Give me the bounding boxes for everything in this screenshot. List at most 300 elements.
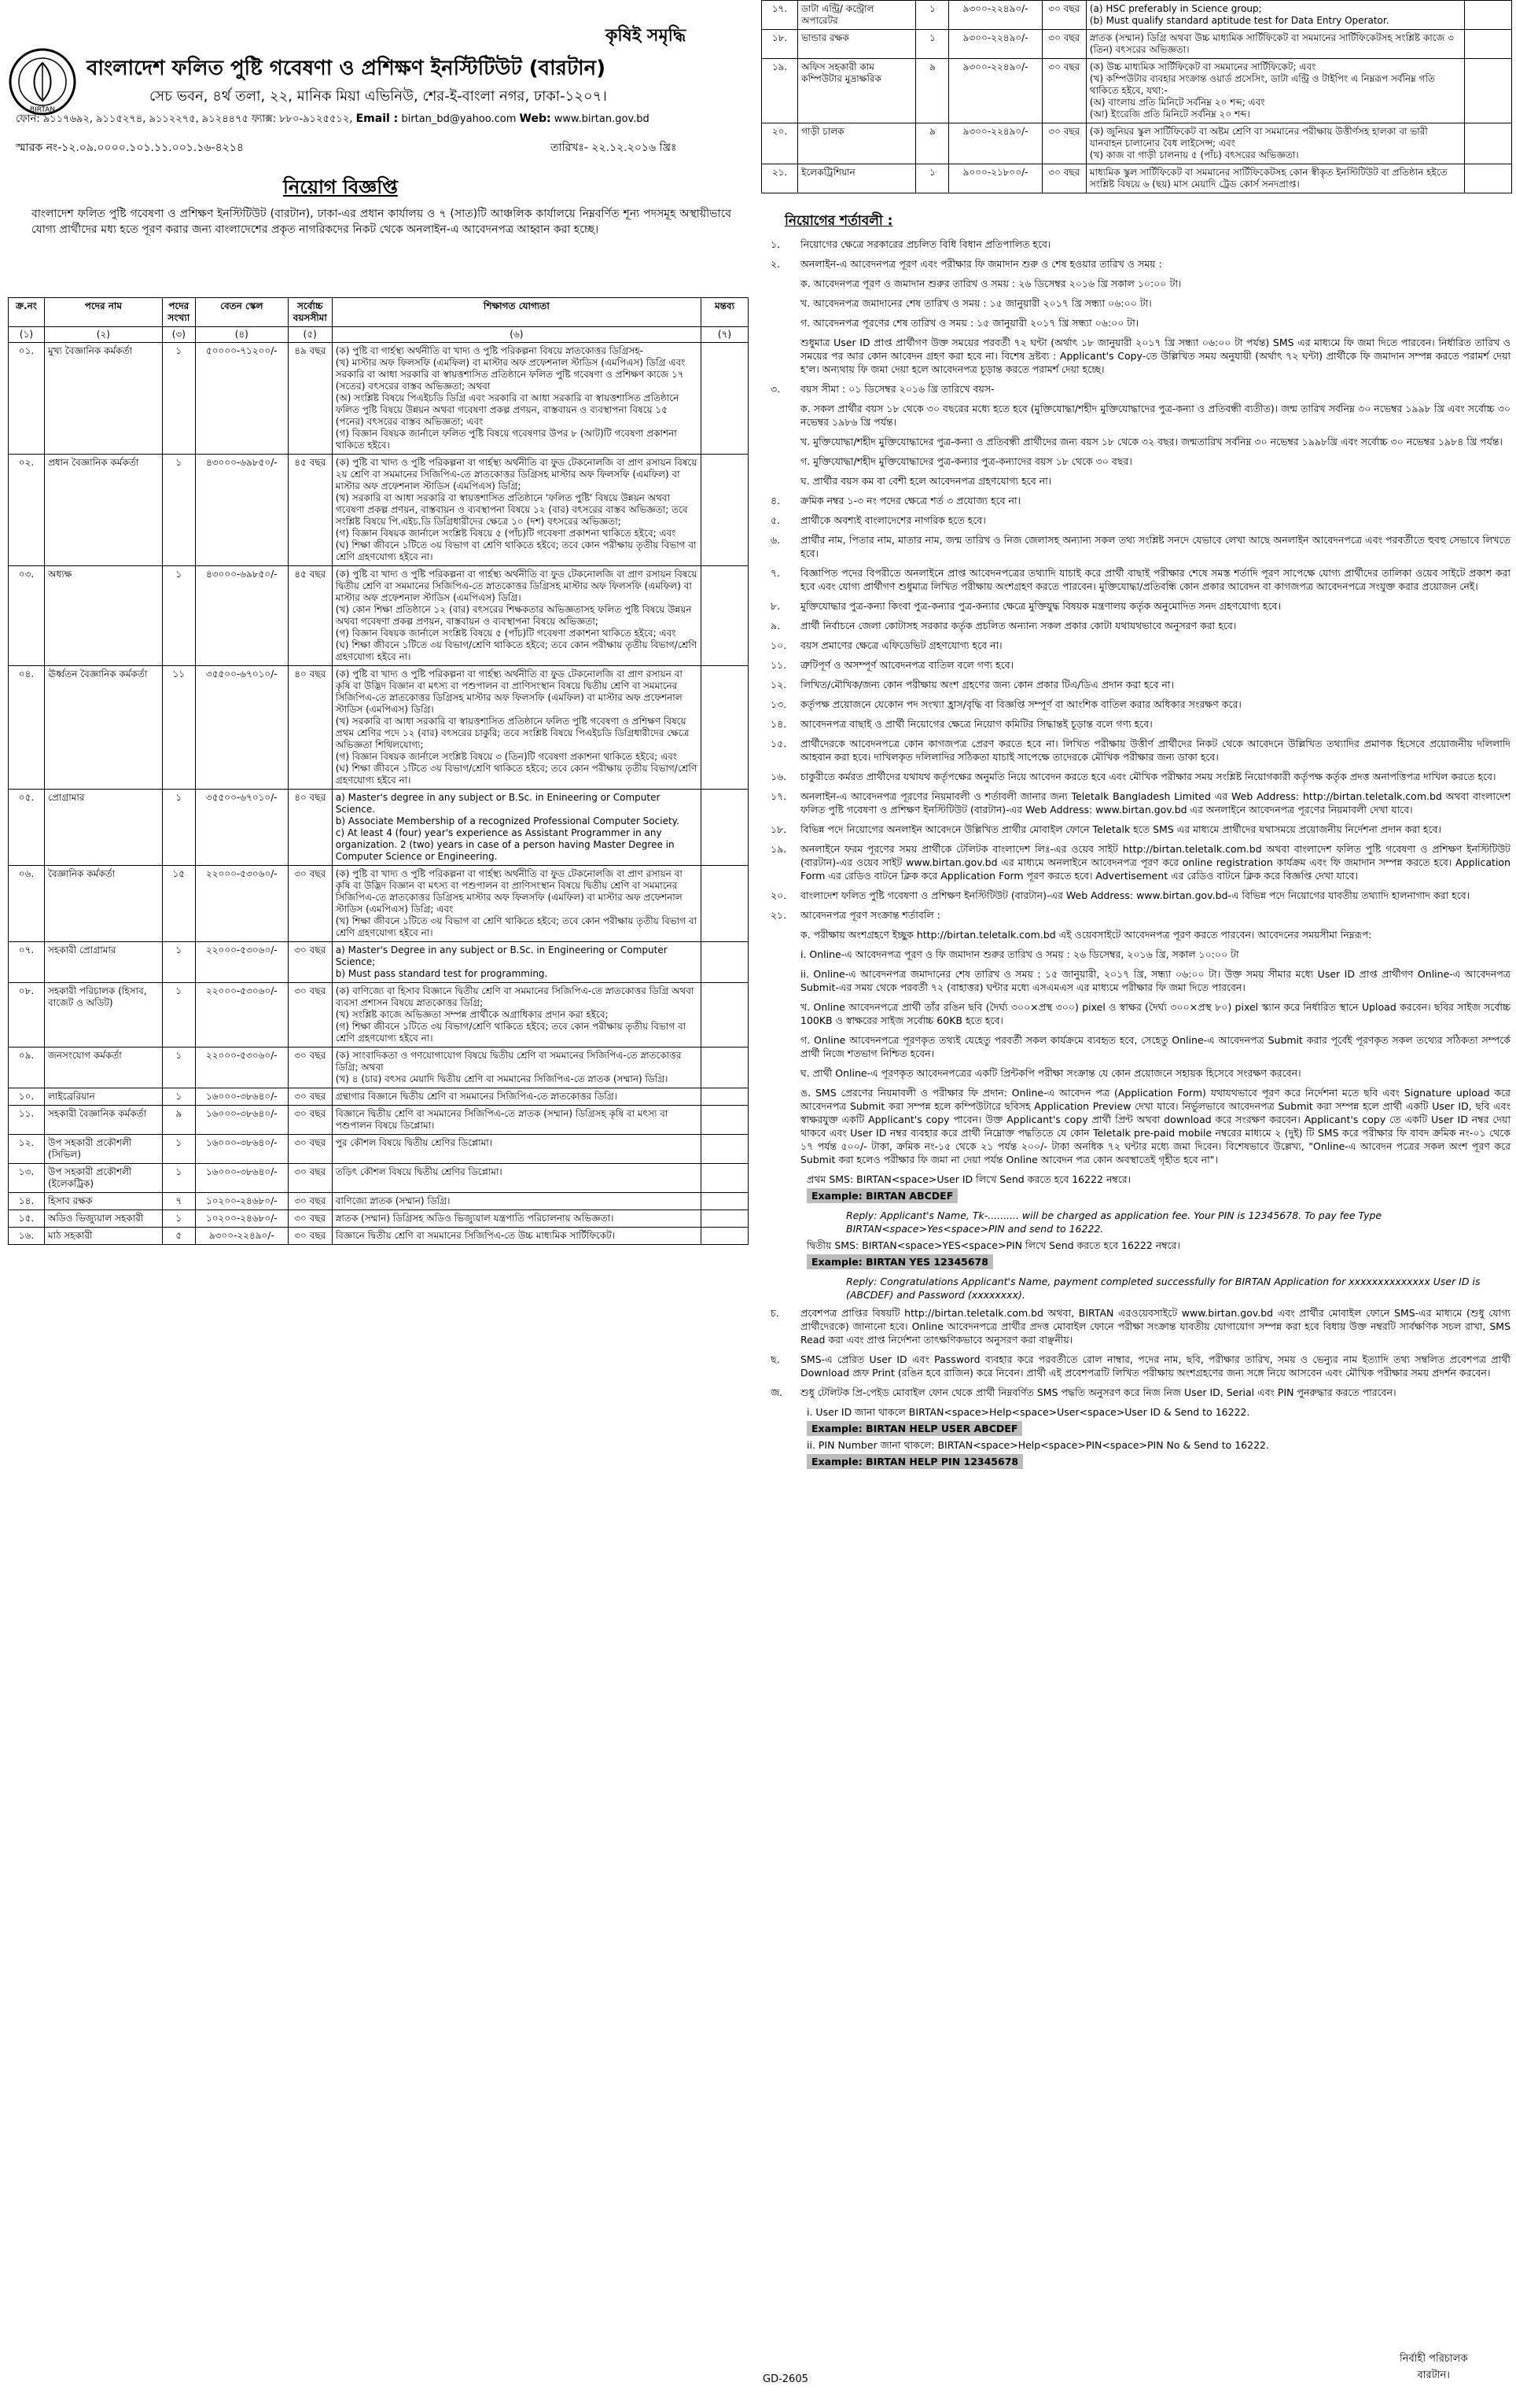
post-serial: ০৪. [9, 666, 45, 790]
logo-text: BIRTAN [29, 106, 56, 114]
post-name: হিসাব রক্ষক [44, 1193, 162, 1210]
post-pay-scale: ৯৩০০-২২৪৯০/- [195, 1228, 288, 1245]
condition-item [767, 382, 1510, 396]
condition-text: প্রবেশপত্র প্রাপ্তির বিষয়টি http://birtan.teletalk.com.bd অথবা, BIRTAN এরওয়েবসাইটে www.birtan.gov.bd এবং প্রার্থীর মোবাইল ফোনে SMS-এর মাধ্যমে (শুধু যোগ্য প্রার্থীদেরকে) জানানো হবে। Online আবেদনপত্রে প্রার্থীর প্রদত্ত মোবাইল ফোনে পরীক্ষা সংক্রান্ত যাবতীয় যোগাযোগ সম্পন্ন করা হবে বিধায় উক্ত নম্বরটি সার্বক্ষণিক সচল রাখা, SMS Read করা এবং প্রাপ্ত নির্দেশনা তাৎক্ষণিকভাবে অনুসরণ করা বাঞ্ছনীয়। [800, 1307, 1510, 1346]
signature-block [1400, 2351, 1467, 2384]
condition-text: SMS-এ প্রেরিত User ID এবং Password ব্যবহার করে পরবর্তীতে রোল নাম্বার, পদের নাম, ছবি, পরীক্ষার তারিখ, সময় ও ভেন্যুর নাম ইত্যাদি তথ্য সম্বলিত প্রবেশপত্র প্রার্থী Download প্রূফ Print (রঙিন হবে রাজিন) করে নিবেন। প্রার্থী এই প্রবেশপত্রটি লিখিত পরীক্ষায় অংশগ্রহণের জন্য সঙ্গে নিয়ে আসবেন এবং মৌখিক পরীক্ষার সময় প্রদর্শন করবেন। [800, 1353, 1510, 1379]
post-count: ১ [162, 455, 195, 566]
condition-number: ১. [771, 238, 781, 250]
post-pay-scale: ৪৩০০০-৬৯৮৫০/- [195, 566, 288, 666]
post-remarks [1464, 30, 1511, 59]
post-qualification: স্নাতক (সম্মান) ডিগ্রিসহ অডিও ভিজ্যুয়াল যন্ত্রপাতি পরিচালনায় অভিজ্ঞতা। [332, 1210, 701, 1228]
post-age-limit: ৩০ বছর [1042, 164, 1086, 193]
post-remarks [1464, 164, 1511, 193]
post-qualification: (ক) সাংবাদিকতা ও গণযোগাযোগ বিষয়ে দ্বিতীয় শ্রেণি বা সমমানের সিজিপিএ-তে স্নাতকোত্তর ডিগ্রি; অথবা (খ) ৪ (চার) বৎসর মেয়াদি দ্বিতীয় শ্রেণি বা সমমানের সিজিপিএ-তে স্নাতক (সম্মান) ডিগ্রি। [332, 1048, 701, 1088]
org-contact [16, 112, 649, 128]
post-remarks [701, 1228, 749, 1245]
post-count: ৭ [162, 1193, 195, 1210]
post-name: জনসংযোগ কর্মকর্তা [44, 1048, 162, 1088]
condition-number [767, 455, 800, 468]
post-qualification: মাধ্যমিক স্কুল সার্টিফিকেট বা সমমানের সার্টিফিকেটসহ কোন স্বীকৃত ইনস্টিটিউট বা প্রতিষ্ঠান হইতে সংশ্লিষ্ট বিষয়ে ৬ (ছয়) মাস মেয়াদি ট্রেড কোর্স সনদপ্রাপ্ত। [1086, 164, 1464, 193]
post-name: সহকারী বৈজ্ঞানিক কর্মকর্তা [44, 1106, 162, 1135]
post-serial: ০২. [9, 455, 45, 566]
post-name: ডাটা এন্ট্রি/ কন্ট্রোল অপারেটর [798, 1, 916, 30]
post-qualification: (ক) পুষ্টি বা খাদ্য ও পুষ্টি পরিকল্পনা বা গার্হস্থ্য অর্থনীতি বা ফুড টেকনোলজি বা প্রাণ রসায়ন বিষয়ে দ্বিতীয় শ্রেণি বা সমমানের সিজিপিএ-তে স্নাতকোত্তর ডিগ্রিসহ মাস্টার অফ ফিলসফি (এমফিল) বা মাস্টার অফ প্রফেশনাল স্টাডিস (এমপিএস) ডিগ্রি। (খ) কোন শিক্ষা প্রতিষ্ঠানে ১২ (বার) বৎসরের শিক্ষকতার অভিজ্ঞতাসহ ফলিত পুষ্টি বিষয়ে উন্নয়ন অথবা গবেষণা প্রকল্প প্রণয়ন, বাস্তবায়ন ও ব্যবস্থাপনা বিষয়ে অভিজ্ঞতা; (গ) বিজ্ঞান বিষয়ক জার্নালে সংশ্লিষ্ট বিষয়ে ৫ (পাঁচ)টি গবেষণা প্রকাশনা থাকিতে হইবে; এবং (ঘ) শিক্ষা জীবনে ১টিতে ৩য় বিভাগ/শ্রেণি থাকিতে হইবে; তবে কোন পরীক্ষায় তৃতীয় বিভাগ/শ্রেণি গ্রহণযোগ্য হইবে না। [332, 566, 701, 666]
post-pay-scale: ১৬০০০-৩৮৬৪০/- [195, 1088, 288, 1106]
condition-text: মুক্তিযোদ্ধার পুত্র-কন্যা কিংবা পুত্র-কন্যার পুত্র-কন্যার ক্ষেত্রে মুক্তিযুদ্ধ বিষয়ক মন্ত্রণালয় কর্তৃক অনুমোদিত সনদ গ্রহণযোগ্য হবে। [800, 600, 1281, 612]
condition-item [767, 1353, 1510, 1379]
condition-text: ii. Online-এ আবেদনপত্র জমাদানের শেষ তারিখ ও সময় : ১৫ জানুয়ারী, ২০১৭ খ্রি, সন্ধ্যা ০৬:০০ টা। উক্ত সময় সীমার মধ্যে User ID প্রাপ্ত প্রার্থীগণ Online-এ আবেদনপত্র Submit-এর সময় থেকে পরবর্তী ৭২ (বাহাত্তর) ঘন্টার মধ্যে এসএমএস এর মাধ্যমে পরীক্ষার ফি জমা দিতে পারবেন। [800, 968, 1510, 993]
condition-item [767, 1033, 1510, 1060]
org-address: সেচ ভবন, ৪র্থ তলা, ২২, মানিক মিয়া এভিনিউ, শের-ই-বাংলা নগর, ঢাকা-১২০৭। [149, 88, 607, 105]
sms-instructions [807, 1173, 1510, 1302]
condition-item [767, 237, 1510, 251]
post-qualification: (ক) উচ্চ মাধ্যমিক সার্টিফিকেট বা সমমানের সার্টিফিকেট; এবং (খ) কম্পিউটার ব্যবহার সংক্রান্ত ওয়ার্ড প্রসেসিং, ডাটা এন্ট্রি ও টাইপিং এ নিম্নরূপ সর্বনিম্ন গতি থাকিতে হইবে, যথা:- (অ) বাংলায় প্রতি মিনিটে সর্বনিম্ন ২০ শব্দ; এবং (আ) ইংরেজি প্রতি মিনিটে সর্বনিম্ন ২০ শব্দ। [1086, 59, 1464, 123]
intro-paragraph: বাংলাদেশ ফলিত পুষ্টি গবেষণা ও প্রশিক্ষণ ইনস্টিটিউট (বারটান), ঢাকা-এর প্রধান কার্যালয় ও ৭ (সাত)টি আঞ্চলিক কার্যালয়ে নিম্নবর্ণিত শূন্য পদসমূহ অস্থায়ীভাবে যোগ্য প্রার্থীদের মধ্য হতে পূরণ করার জন্য বাংলাদেশের প্রকৃত নাগরিকদের নিকট থেকে অনলাইন-এ আবেদনপত্র আহ্বান করা হচ্ছে। [31, 208, 731, 236]
birtan-logo-icon [8, 47, 77, 116]
post-pay-scale: ৫০০০০-৭১২০০/- [195, 343, 288, 455]
post-name: ঊর্ধ্বতন বৈজ্ঞানিক কর্মকর্তা [44, 666, 162, 790]
post-age-limit: ৩০ বছর [288, 1193, 332, 1210]
table-row [9, 1088, 749, 1106]
post-qualification: পুর কৌশল বিষয়ে দ্বিতীয় শ্রেণির ডিপ্লোমা। [332, 1135, 701, 1164]
post-qualification: তড়িৎ কৌশল বিষয়ে দ্বিতীয় শ্রেণির ডিপ্লোমা। [332, 1164, 701, 1193]
post-age-limit: ৩০ বছর [288, 1164, 332, 1193]
post-name: ইলেকট্রিশিয়ান [798, 164, 916, 193]
post-name: অডিও ভিজ্যুয়াল সহকারী [44, 1210, 162, 1228]
post-age-limit: ৪৫ বছর [288, 455, 332, 566]
post-name: সহকারী প্রোগ্রামার [44, 942, 162, 983]
table-row [9, 1228, 749, 1245]
post-serial: ১৮. [762, 30, 798, 59]
post-remarks [701, 1193, 749, 1210]
post-age-limit: ৪৯ বছর [288, 343, 332, 455]
post-pay-scale: ৯৩০০-২২৪৯০/- [949, 30, 1042, 59]
condition-text: বাংলাদেশ ফলিত পুষ্টি গবেষণা ও প্রশিক্ষণ ইনস্টিটিউট (বারটান)-এর Web Address: www.birtan.gov.bd-এ বিভিন্ন পদে নিয়োগের যাবতীয় তথ্যাদি হালনাগাদ করা হবে। [800, 889, 1470, 901]
post-pay-scale: ৯৩০০-২২৪৯০/- [949, 123, 1042, 164]
post-age-limit: ৩০ বছর [288, 1135, 332, 1164]
condition-text: ঘ. প্রার্থীর বয়স কম বা বেশী হলে আবেদনপত্র গ্রহণযোগ্য হবে না। [800, 475, 1052, 487]
post-name: বৈজ্ঞানিক কর্মকর্তা [44, 866, 162, 942]
condition-item [767, 928, 1510, 941]
post-count: ১ [162, 1210, 195, 1228]
table-row [9, 1106, 749, 1135]
condition-item [767, 842, 1510, 882]
post-count: ১ [916, 164, 949, 193]
condition-number [767, 1000, 800, 1027]
table-row [762, 59, 1512, 123]
post-pay-scale: ১৬০০০-৩৮৬৪০/- [195, 1135, 288, 1164]
post-serial: ১৯. [762, 59, 798, 123]
condition-number [767, 296, 800, 310]
post-pay-scale: ২২০০০-৫৩০৬০/- [195, 942, 288, 983]
condition-number: ২. [771, 258, 781, 270]
post-serial: ২১. [762, 164, 798, 193]
condition-text: ত্রুটিপূর্ণ ও অসম্পূর্ণ আবেদনপত্র বাতিল বলে গণ্য হবে। [800, 659, 1014, 671]
post-age-limit: ৩০ বছর [288, 866, 332, 942]
post-name: মুখ্য বৈজ্ঞানিক কর্মকর্তা [44, 343, 162, 455]
post-qualification: গ্রন্থাগার বিজ্ঞানে দ্বিতীয় শ্রেণি বা সমমানের সিজিপিএ-তে স্নাতকোত্তর ডিগ্রি। [332, 1088, 701, 1106]
table-row [9, 1210, 749, 1228]
post-qualification: (a) HSC preferably in Science group; (b) Must qualify standard aptitude test for Data Entry Operator. [1086, 1, 1464, 30]
post-age-limit: ৩০ বছর [288, 1228, 332, 1245]
post-qualification: বিজ্ঞানে দ্বিতীয় শ্রেণি বা সমমানের সিজিপিএ-তে উচ্চ মাধ্যমিক সার্টিফিকেট। [332, 1228, 701, 1245]
post-age-limit: ৪০ বছর [288, 790, 332, 866]
condition-number [767, 336, 800, 376]
post-serial: ০৮. [9, 983, 45, 1048]
condition-item [767, 908, 1510, 922]
slogan: কৃষিই সমৃদ্ধি [605, 26, 686, 46]
condition-number [767, 1033, 800, 1060]
column-number: (৪) [195, 327, 288, 343]
post-count: ১৫ [162, 866, 195, 942]
condition-number: ১১. [771, 659, 787, 671]
post-count: ১ [162, 1135, 195, 1164]
condition-text: ঘ. প্রার্থী Online-এ পূরণকৃত আবেদনপত্রের একটি প্রিন্টকপি পরীক্ষা সংক্রান্ত যে কোন প্রয়োজনে সহায়ক হিসেবে সংরক্ষণ করবেন। [800, 1067, 1301, 1079]
condition-text: প্রার্থীর নাম, পিতার নাম, মাতার নাম, জন্ম তারিখ ও নিজ জেলাসহ অন্যান্য সকল তথ্য সংশ্লিষ্ট সনদে যেভাবে লেখা আছে অনলাইন আবেদনপত্রে এবং পরবর্তীতে হুবহু সেভাবে লিখতে হবে। [800, 534, 1510, 559]
condition-item [767, 619, 1510, 632]
table-row [9, 666, 749, 790]
post-pay-scale: ৯০০০-২১৮০০/- [949, 164, 1042, 193]
condition-text: খ. Online আবেদনপত্রে প্রার্থী তাঁর রঙিন ছবি (দৈর্ঘ্য ৩০০×প্রস্থ ৩০০) pixel ও স্বাক্ষর (দৈর্ঘ্য ৩০০×প্রস্থ ৮০) pixel স্ক্যান করে নির্ধারিত স্থানে Upload করবেন। ছবির সাইজ সর্বোচ্চ 100KB ও স্বাক্ষরের সাইজ সর্বোচ্চ 60KB হতে হবে। [800, 1001, 1510, 1026]
table-header-num-row [9, 327, 749, 343]
posts-table [8, 297, 749, 1245]
table-row [762, 30, 1512, 59]
web-label: Web: [519, 112, 551, 125]
condition-number: ১০. [771, 639, 787, 651]
condition-item [767, 316, 1510, 330]
web-address[interactable]: www.birtan.gov.bd [554, 113, 649, 125]
condition-item [767, 823, 1510, 836]
post-qualification: বিজ্ঞানে দ্বিতীয় শ্রেণি বা সমমানের সিজিপিএ-তে স্নাতক (সম্মান) ডিগ্রিসহ কৃষি বা মৎস্য বা পশুপালন বিষয়ে ডিপ্লোমা। [332, 1106, 701, 1135]
post-qualification: বাণিজ্যে স্নাতক (সম্মান) ডিগ্রি। [332, 1193, 701, 1210]
post-serial: ১৫. [9, 1210, 45, 1228]
post-remarks [701, 566, 749, 666]
post-age-limit: ৩০ বছর [1042, 59, 1086, 123]
post-qualification: (ক) পুষ্টি বা খাদ্য ও পুষ্টি পরিকল্পনা বা গার্হস্থ্য অর্থনীতি বা ফুড টেকনোলজি বা প্রাণ রসায়ন বা কৃষি বা উদ্ভিদ বিজ্ঞান বা মৎস্য বা পশুপালন বা প্রাণিসংস্থান বিষয়ে দ্বিতীয় শ্রেণি বা সমমানের সিজিপিএ-তে স্নাতকোত্তর ডিগ্রিসহ মাস্টার অফ ফিলসফি (এমফিল) বা মাস্টার অফ প্রফেশনাল স্টাডিস (এমপিএস) ডিগ্রি। (খ) সরকারি বা আধা সরকারি বা স্বায়ত্তশাসিত প্রতিষ্ঠানে ফলিত পুষ্টি গবেষণা ও প্রশিক্ষণ বিষয়ে প্রথম শ্রেণির পদে ১২ (বার) বৎসরের চাকুরি; তবে সংশ্লিষ্ট বিষয়ে পিএইচডি ডিগ্রিধারীদের ক্ষেত্রে অভিজ্ঞতা শিথিলযোগ্য; (গ) বিজ্ঞান বিষয়ক জার্নালে সংশ্লিষ্ট বিষয়ে ৩ (তিন)টি গবেষণা প্রকাশনা থাকিতে হইবে; এবং (ঘ) শিক্ষা জীবনে ১টিতে ৩য় বিভাগ/শ্রেণি থাকিতে হইবে; তবে কোন পরীক্ষায় তৃতীয় বিভাগ/শ্রেণি গ্রহণযোগ্য হইবে না। [332, 666, 701, 790]
condition-item [767, 639, 1510, 652]
condition-number [767, 1066, 800, 1080]
condition-text: i. Online-এ আবেদনপত্র পূরণ ও ফি জমাদান শুরুর তারিখ ও সময় : ২৬ ডিসেম্বর, ২০১৬ খ্রি, সকাল ১০:০০ টা [800, 948, 1239, 960]
post-name: লাইব্রেরিয়ান [44, 1088, 162, 1106]
condition-number [767, 948, 800, 961]
condition-number: ২১. [771, 909, 787, 921]
column-number: (৩) [162, 327, 195, 343]
condition-text: প্রার্থীকে অবশ্যই বাংলাদেশের নাগরিক হতে হবে। [800, 514, 986, 526]
condition-text: আবেদনপত্র বাছাই ও প্রার্থী নিয়োগের ক্ষেত্রে নিয়োগ কমিটির সিদ্ধান্তই চূড়ান্ত বলে গণ্য হবে। [800, 718, 1153, 730]
condition-number: ৫. [771, 514, 781, 526]
condition-number: ৭. [771, 567, 781, 579]
condition-number: ১৫. [771, 738, 787, 749]
org-name: বাংলাদেশ ফলিত পুষ্টি গবেষণা ও প্রশিক্ষণ ইনস্টিটিউট (বারটান) [86, 57, 606, 80]
condition-number [767, 967, 800, 994]
condition-text: আবেদনপত্র পূরণ সংক্রান্ত শর্তাবলি : [800, 909, 940, 921]
notice-date: তারিখঃ- ২২.১২.২০১৬ খ্রিঃ [550, 142, 677, 154]
recovery-ii-text: ii. PIN Number জানা থাকলে: BIRTAN<space>Help<space>PIN<space>PIN No & Send to 16222. [807, 1439, 1269, 1451]
condition-number [767, 402, 800, 429]
post-count: ৫ [162, 1228, 195, 1245]
email-label: Email : [355, 112, 399, 125]
recovery-i-text: i. User ID জানা থাকলে BIRTAN<space>Help<space>User<space>User ID & Send to 16222. [807, 1406, 1250, 1418]
post-serial: ১৭. [762, 1, 798, 30]
post-remarks [701, 942, 749, 983]
post-age-limit: ৩০ বছর [1042, 123, 1086, 164]
condition-text: লিখিত/মৌখিক/জন্য কোন পরীক্ষায় অংশ গ্রহণের জন্য কোন প্রকার টিএ/ডিএ প্রদান করা হবে না। [800, 679, 1174, 690]
condition-item [767, 277, 1510, 290]
conditions-title: নিয়োগের শর্তাবলী : [785, 213, 893, 229]
condition-item [767, 514, 1510, 527]
post-count: ১ [162, 1048, 195, 1088]
post-count: ১ [916, 1, 949, 30]
condition-text: অনলাইন-এ আবেদনপত্র পূরণের নিয়মাবলী ও শর্তাবলী জানার জন্য Teletalk Bangladesh Limited এর Web Address: http://birtan.teletalk.com.bd অথবা বাংলাদেশ ফলিত পুষ্টি গবেষণা ও প্রশিক্ষণ ইনস্টিটিউট (বারটান)-এর Web Address: www.birtan.gov.bd এর অনলাইনে আবেদনপত্র পূরণের নিয়মাবলী দেখা যাবে। [800, 790, 1510, 816]
condition-text: খ. আবেদনপত্র জমাদানের শেষ তারিখ ও সময় : ১৫ জানুয়ারী ২০১৭ খ্রি সন্ধ্যা ০৬:০০ টা। [800, 297, 1152, 309]
condition-text: গ. মুক্তিযোদ্ধা/শহীদ মুক্তিযোদ্ধাদের পুত্র-কন্যার পুত্র-কন্যাদের বয়স ১৮ থেকে ৩০ বছর। [800, 455, 1132, 467]
post-remarks [701, 343, 749, 455]
post-serial: ০৬. [9, 866, 45, 942]
post-qualification: স্নাতক (সম্মান) ডিগ্রি অথবা উচ্চ মাধ্যমিক সার্টিফিকেট বা সমমানের সার্টিফিকেটসহ সংশ্লিষ্ট কাজে ৩ (তিন) বৎসরের অভিজ্ঞতা। [1086, 30, 1464, 59]
condition-number: ২০. [771, 889, 787, 901]
table-row [9, 343, 749, 455]
table-row [9, 1048, 749, 1088]
post-count: ১ [162, 983, 195, 1048]
post-name: প্রোগ্রামার [44, 790, 162, 866]
post-serial: ০৫. [9, 790, 45, 866]
condition-text: খ. মুক্তিযোদ্ধা/শহীদ মুক্তিযোদ্ধাদের পুত্র-কন্যা ও প্রতিবন্ধী প্রার্থীদের জন্য বয়স ১৮ থেকে ৩২ বছর। জন্মতারিখ সর্বনিম্ন ৩০ নভেম্বর ১৯৯৮খ্রি এবং সর্বোচ্চ ৩০ নভেম্বর ১৯৮৪ খ্রি পর্যন্ত। [800, 436, 1503, 447]
condition-item [767, 336, 1510, 376]
condition-number: ছ. [771, 1353, 780, 1365]
contact-numbers: ফোন: ৯১১৭৬৯২, ৯১১৫২৭৪, ৯১১২২৭৫, ৯১২৪৪৭৫ ফ্যাক্স: ৮৮০-৯১২৫৫১২, [16, 113, 353, 125]
column-header: মন্তব্য [701, 298, 749, 327]
sms-first-label: প্রথম SMS: BIRTAN<space>User ID লিখে Send করতে হবে 16222 নম্বরে। [807, 1173, 1131, 1185]
table-row [762, 123, 1512, 164]
signatory-org: বারটান। [1417, 2369, 1450, 2381]
table-header-row [9, 298, 749, 327]
post-remarks [701, 455, 749, 566]
column-header: পদের সংখ্যা [162, 298, 195, 327]
page-title: নিয়োগ বিজ্ঞপ্তি [283, 176, 398, 198]
post-serial: ১০. [9, 1088, 45, 1106]
column-header: শিক্ষাগত যোগ্যতা [332, 298, 701, 327]
condition-text: অনলাইন-এ আবেদনপত্র পূরণ এবং পরীক্ষার ফি জমাদান শুরু ও শেষ হওয়ার তারিখ ও সময় : [800, 258, 1162, 270]
condition-item [767, 889, 1510, 902]
post-count: ১ [162, 942, 195, 983]
gd-number: GD-2605 [763, 2373, 808, 2385]
sms-second-reply: Reply: Congratulations Applicant's Name, payment completed successfully for BIRTAN Application for xxxxxxxxxxxxxx User ID is (ABCDEF) and Password (xxxxxxxx). [846, 1276, 1481, 1301]
post-name: প্রধান বৈজ্ঞানিক কর্মকর্তা [44, 455, 162, 566]
post-age-limit: ৩০ বছর [1042, 1, 1086, 30]
column-number: (৫) [288, 327, 332, 343]
post-count: ৯ [916, 59, 949, 123]
recovery-ii-example: Example: BIRTAN HELP PIN 12345678 [807, 1454, 1023, 1469]
condition-text: অনলাইনে ফরম পূরণের সময় প্রার্থীকে টেলিটক বাংলাদেশ লিঃ-এর ওয়েব সাইট http://birtan.teletalk.com.bd অথবা বাংলাদেশ ফলিত পুষ্টি গবেষণা ও প্রশিক্ষণ ইনস্টিটিউট (বারটান)-এর ওয়েব সাইট www.birtan.gov.bd এর মাধ্যমে অনলাইনে আবেদনপত্র পূরণ করে online registration কার্যক্রম এবং ফি জমাদান সম্পন্ন করতে হবে। Application Form এর রেডিও বাটনে ক্লিক করে Application Form পূরণ করতে হবে। Advertisement এর রেডিও বাটনে ক্লিক করে বিজ্ঞপ্তি দেখা যাবে। [800, 843, 1510, 882]
table-row [9, 1164, 749, 1193]
condition-item [767, 678, 1510, 691]
post-count: ১ [162, 790, 195, 866]
sms-second-label: দ্বিতীয় SMS: BIRTAN<space>YES<space>PIN লিখে Send করতে হবে 16222 নম্বরে। [807, 1239, 1180, 1251]
table-row [9, 942, 749, 983]
post-remarks [701, 1048, 749, 1088]
post-remarks [701, 666, 749, 790]
condition-text: বিভিন্ন পদে নিয়োগের অনলাইন আবেদনে উল্লিখিত প্রার্থীর মোবাইল ফোনে Teletalk হতে SMS এর মাধ্যমে প্রার্থীদের যথাসময়ে প্রয়োজনীয় নির্দেশনা প্রদান করা হবে। [800, 823, 1441, 835]
condition-number: ১৬. [771, 771, 787, 782]
condition-text: বয়স সীমা : ০১ ডিসেম্বর ২০১৬ খ্রি তারিখে বয়স- [800, 383, 995, 395]
post-pay-scale: ২২০০০-৫৩০৬০/- [195, 983, 288, 1048]
condition-number: ৪. [771, 495, 781, 506]
condition-item [767, 1086, 1510, 1166]
post-age-limit: ৩০ বছর [288, 1048, 332, 1088]
email-address[interactable]: birtan_bd@yahoo.com [401, 113, 517, 125]
condition-number: জ. [771, 1386, 783, 1398]
condition-item [767, 566, 1510, 593]
post-qualification: (ক) পুষ্টি বা খাদ্য ও পুষ্টি পরিকল্পনা বা গার্হস্থ্য অর্থনীতি বা ফুড টেকনোলজি বা প্রাণ রসায়ন বিষয়ে ২য় শ্রেণি বা সমমানের সিজিপিএ-তে স্নাতকোত্তর ডিগ্রিসহ মাস্টার অফ ফিলসফি (এমফিল) বা মাস্টার অফ প্রফেশনাল স্টাডিস (এমপিএস) ডিগ্রি; (খ) সরকারি বা আধা সরকারি বা স্বায়ত্তশাসিত প্রতিষ্ঠানে 'ফলিত পুষ্টি' বিষয়ে উন্নয়ন অথবা গবেষণা প্রকল্প প্রণয়ন, বাস্তবায়ন ও ব্যবস্থাপনা বিষয়ে ১২ (বার) বৎসরের বাস্তব অভিজ্ঞতা; তবে সংশ্লিষ্ট বিষয়ে পি.এইচ.ডি ডিগ্রিধারীদের ক্ষেত্রে ১০ (দশ) বৎসরের অভিজ্ঞতা; (গ) বিজ্ঞান বিষয়ক জার্নালে সংশ্লিষ্ট বিষয়ে ৫ (পাঁচ)টি গবেষণা প্রকাশনা থাকিতে হইবে; এবং (ঘ) শিক্ষা জীবনে ১টিতে ৩য় বিভাগ বা শ্রেণি থাকিতে হইবে; তবে কোন পরীক্ষায় তৃতীয় বিভাগ বা শ্রেণি গ্রহণযোগ্য হইবে না। [332, 455, 701, 566]
condition-text: শুধুমাত্র User ID প্রাপ্ত প্রার্থীগণ উক্ত সময়ের পরবর্তী ৭২ ঘন্টা (অর্থাৎ ১৮ জানুয়ারী ২০১৭ খ্রি সন্ধ্যা ০৬:০০ টা পর্যন্ত) SMS এর মাধ্যমে ফি জমা দিতে পারবেন। নির্ধারিত তারিখ ও সময়ের পর আর কোন আবেদন গ্রহণ করা হবে না। বিশেষ দ্রষ্টব্য : Applicant's Copy-তে উল্লিখিত সময় অনুযায়ী (অর্থাৎ ৭২ ঘন্টা) প্রার্থীকে ফি জমাদান সম্পন্ন করতে পরামর্শ দেয়া হ'ল। অন্যথায় ফি জমা দেয়া হলে আবেদনপত্র চূড়ান্ত করতে পরামর্শ দেয়া হচ্ছে। [800, 337, 1510, 375]
letterhead [8, 47, 751, 134]
post-age-limit: ৩০ বছর [288, 1210, 332, 1228]
condition-number [767, 1086, 800, 1166]
condition-item [767, 599, 1510, 613]
condition-item [767, 737, 1510, 764]
posts-table-continued [761, 0, 1512, 193]
condition-text: ঙ. SMS প্রেরণের নিয়মাবলী ও পরীক্ষার ফি প্রদান: Online-এ আবেদন পত্র (Application Form) যথাযথভাবে পূরণ করে নির্দেশনা মতে ছবি এবং Signature upload করে আবেদনপত্র Submit করা সম্পন্ন হলে কম্পিউটারে ছবিসহ Application Preview দেখা যাবে। নির্ভুলভাবে আবেদনপত্র Submit করা সম্পন্ন হলে প্রার্থী একটি User ID, ছবি এবং স্বাক্ষরযুক্ত একটি Applicant's copy পাবেন। উক্ত Applicant's copy প্রার্থী প্রিন্ট অথবা download করে সংরক্ষণ করবেন। Applicant's copy তে একটি User ID নম্বর দেয়া থাকবে এবং User ID নম্বর ব্যবহার করে প্রার্থী নিম্নোক্ত পদ্ধতিতে যে কোন Teletalk pre-paid mobile নম্বরের মাধ্যমে ২ (দুই) টি SMS করে পরীক্ষার ফি বাবদ ক্রমিক নং-০১ থেকে ১৭ পর্যন্ত ৫০০/- টাকা, ক্রমিক নং-১৫ থেকে ২১ পর্যন্ত ২০০/- টাকা অনধিক ৭২ ঘন্টার মধ্যে জমা দিবেন। বিশেষভাবে উল্লেখ্য, "Online-এ আবেদন পত্রের সকল অংশ পূরণ করে Submit করা হলেও পরীক্ষার ফি জমা না দেয়া পর্যন্ত Online আবেদন পত্র কোন অবস্থাতেই গৃহীত হবে না"। [800, 1087, 1510, 1165]
condition-text: কর্তৃপক্ষ প্রয়োজনে যেকোন পদ সংখ্যা হ্রাস/বৃদ্ধি বা বিজ্ঞপ্তি সম্পূর্ণ বা আংশিক বাতিল করার অধিকার সংরক্ষণ করে। [800, 698, 1242, 710]
post-qualification: (ক) জুনিয়র স্কুল সার্টিফিকেট বা অষ্টম শ্রেণি বা সমমানের পরীক্ষায় উত্তীর্ণসহ হালকা বা ভারী যানবাহন চালানোর বৈধ লাইসেন্স; এবং (খ) কাজ বা গাড়ী চালনায় ৫ (পাঁচ) বৎসরের অভিজ্ঞতা। [1086, 123, 1464, 164]
post-count: ১ [162, 1088, 195, 1106]
post-remarks [1464, 1, 1511, 30]
condition-item [767, 455, 1510, 468]
table-row [9, 455, 749, 566]
post-pay-scale: ৪৩০০০-৬৯৮৫০/- [195, 455, 288, 566]
post-remarks [701, 1135, 749, 1164]
condition-number [767, 928, 800, 941]
post-serial: ১৬. [9, 1228, 45, 1245]
post-remarks [1464, 59, 1511, 123]
condition-number: ১৭. [771, 790, 787, 802]
table-row [9, 566, 749, 666]
condition-number [767, 277, 800, 290]
post-remarks [701, 983, 749, 1048]
post-name: অফিস সহকারী কাম কম্পিউটার মুদ্রাক্ষরিক [798, 59, 916, 123]
condition-text: প্রার্থীদেরকে আবেদনপত্রে কোন কাগজপত্র প্রেরণ করতে হবে না। লিখিত পরীক্ষায় উত্তীর্ণ প্রার্থীদের নিকট থেকে আবেদনে উল্লিখিত তথ্যাদির প্রমাণক হিসেবে প্রয়োজনীয় দলিলাদি আহবান করা হবে। দাখিলকৃত দলিলাদির সঠিকতা যাচাই সাপেক্ষে তাদেরকে মৌখিক পরীক্ষার জন্য ডাকা হবে। [800, 738, 1510, 763]
column-number: (৬) [332, 327, 701, 343]
table-row [9, 790, 749, 866]
post-pay-scale: ১০২০০-২৪৬৮০/- [195, 1210, 288, 1228]
condition-item [767, 658, 1510, 672]
post-name: অধ্যক্ষ [44, 566, 162, 666]
post-qualification: (ক) বাণিজ্যে বা হিসাব বিজ্ঞানে দ্বিতীয় শ্রেণি বা সমমানের সিজিপিএ-তে স্নাতকোত্তর ডিগ্রি অথবা ব্যবসা প্রশাসন বিষয়ে স্নাতকোত্তর ডিগ্রি; (খ) সংশ্লিষ্ট কাজে অভিজ্ঞতা সম্পন্ন প্রার্থীকে অগ্রাধিকার প্রদান করা হইবে; (গ) শিক্ষা জীবনে ১টিতে ৩য় বিভাগ/শ্রেণি থাকিতে হইবে; তবে কোন পরীক্ষায় তৃতীয় বিভাগ বা শ্রেণি গ্রহণযোগ্য হইবে না। [332, 983, 701, 1048]
condition-text: বিজ্ঞাপিত পদের বিপরীতে অনলাইনে প্রাপ্ত আবেদনপত্রের তথ্যাদি যাচাই করে প্রার্থী বাছাই পরীক্ষার শেষে সমস্ত শর্তাদি পূরণ সাপেক্ষে যোগ্য প্রার্থীদের তালিকা ওয়েব সাইটে প্রকাশ করা হবে এবং যোগ্য প্রার্থীগণ শুধুমাত্র লিখিত পরীক্ষায় অংশগ্রহণ করতে পারবেন। মুক্তিযোদ্ধা/প্রতিবন্ধি কোন প্রকার আবেদন বা কাগজপত্র আবেদনপত্রে সংযুক্ত করার প্রয়োজন নেই। [800, 567, 1510, 592]
post-age-limit: ৪০ বছর [288, 666, 332, 790]
post-age-limit: ৩০ বছর [288, 942, 332, 983]
post-count: ১১ [162, 666, 195, 790]
post-age-limit: ৩০ বছর [288, 1088, 332, 1106]
sms-first-example: Example: BIRTAN ABCDEF [807, 1188, 958, 1203]
post-name: উপ সহকারী প্রকৌশলী (ইলেকট্রিক) [44, 1164, 162, 1193]
table-row [9, 1135, 749, 1164]
condition-text: গ. Online আবেদনপত্রে পূরণকৃত তথ্যই যেহেতু পরবর্তী সকল কার্যক্রমে ব্যবহৃত হবে, সেহেতু Online-এ আবেদনপত্র Submit করার পূর্বেই পূরণকৃত সকল তথ্যের সঠিকতা সম্পর্কে প্রার্থী নিজে শতভাগ নিশ্চিত হবেন। [800, 1034, 1510, 1059]
column-header: বেতন স্কেল [195, 298, 288, 327]
memo-number: স্মারক নং-১২.০৯.০০০০.১০১.১১.০০১.১৬-৪২১৪ [16, 142, 244, 154]
condition-item [767, 948, 1510, 961]
post-qualification: (ক) পুষ্টি বা খাদ্য ও পুষ্টি পরিকল্পনা বা গার্হস্থ্য অর্থনীতি বা ফুড টেকনোলজি বা প্রাণ রসায়ন বা কৃষি বা উদ্ভিদ বিজ্ঞান বা মৎস্য বা পশুপালন বা প্রাণিসংস্থান বিষয়ে দ্বিতীয় শ্রেণি বা সমমানের সিজিপিএ-তে স্নাতকোত্তর ডিগ্রিসহ মাস্টার অফ ফিলসফি (এমফিল) বা মাস্টার অফ প্রফেশনাল স্টাডিস (এমপিএস) ডিগ্রি; এবং (খ) শিক্ষা জীবনে ১টিতে ৩য় বিভাগ বা শ্রেণি থাকিতে হইবে; তবে কোন পরীক্ষায় তৃতীয় বিভাগ বা শ্রেণি গ্রহণযোগ্য হইবে না। [332, 866, 701, 942]
table-row [9, 983, 749, 1048]
post-serial: ০৭. [9, 942, 45, 983]
table-row [9, 1193, 749, 1210]
post-count: ৯ [916, 123, 949, 164]
post-remarks [1464, 123, 1511, 164]
condition-number: ১৯. [771, 843, 787, 855]
post-pay-scale: ৩৫৫০০-৬৭০১০/- [195, 790, 288, 866]
condition-item [767, 1000, 1510, 1027]
post-name: সহকারী পরিচালক (হিসাব, বাজেট ও অডিট) [44, 983, 162, 1048]
condition-text: ক. সকল প্রার্থীর বয়স ১৮ থেকে ৩০ বছরের মধ্যে হতে হবে (মুক্তিযোদ্ধা/শহীদ মুক্তিযোদ্ধাদের পুত্র-কন্যা ও প্রতিবন্ধী ব্যতীত)। জন্ম তারিখ সর্বনিম্ন ৩০ নভেম্বর ১৯৯৮ খ্রি এবং সর্বোচ্চ ৩০ নভেম্বর ১৯৮৬ খ্রি পর্যন্ত। [800, 403, 1510, 428]
condition-item [767, 1306, 1510, 1346]
post-qualification: (ক) পুষ্টি বা গার্হস্থ্য অর্থনীতি বা খাদ্য ও পুষ্টি পরিকল্পনা বিষয়ে স্নাতকোত্তর ডিগ্রিসহ- (খ) মাস্টার অফ ফিলসফি (এমফিল) বা মাস্টার অফ প্রফেশনাল স্টাডিস (এমপিএস) ডিগ্রি এবং সরকারি বা আধা সরকারি বা স্বায়ত্তশাসিত প্রতিষ্ঠানে ফলিত পুষ্টি গবেষণা ও প্রশিক্ষণ কাজে ১৭ (সতের) বৎসরের বাস্তব অভিজ্ঞতা; অথবা (অ) সংশ্লিষ্ট বিষয়ে পিএইচডি ডিগ্রি এবং সরকারি বা আধা সরকারি বা স্বায়ত্তশাসিত প্রতিষ্ঠানে ফলিত পুষ্টি বিষয়ে উন্নয়ন অথবা গবেষণা প্রকল্প প্রণয়ন, বাস্তবায়ন ও ব্যবস্থাপনা বিষয়ে ১৫ (পনের) বৎসরের বাস্তব অভিজ্ঞতা; এবং (গ) বিজ্ঞান বিষয়ক জার্নালে ফলিত পুষ্টি বিষয়ে গবেষণার উপর ৮ (আট)টি গবেষণা প্রকাশনা থাকিতে হইবে। [332, 343, 701, 455]
post-age-limit: ৩০ বছর [288, 1106, 332, 1135]
post-serial: ০৯. [9, 1048, 45, 1088]
condition-item [767, 257, 1510, 271]
condition-number [767, 435, 800, 448]
column-number: (৭) [701, 327, 749, 343]
condition-text: বয়স প্রমাণের ক্ষেত্রে এফিডেভিট গ্রহণযোগ্য হবে না। [800, 639, 1003, 651]
post-serial: ০১. [9, 343, 45, 455]
condition-text: চাকুরীতে কর্মরত প্রার্থীদের যথাযথ কর্তৃপক্ষের অনুমতি নিয়ে আবেদন করতে হবে এবং মৌখিক পরীক্ষার সময় সংশ্লিষ্ট নিয়োগকারী কর্তৃপক্ষ কর্তৃক প্রদত্ত অনাপত্তিপত্র দাখিল করতে হবে। [800, 771, 1496, 782]
condition-item [767, 402, 1510, 429]
column-number: (২) [44, 327, 162, 343]
post-remarks [701, 1164, 749, 1193]
condition-text: গ. আবেদনপত্র পূরণের শেষ তারিখ ও সময় : ১৫ জানুয়ারী ২০১৭ খ্রি সন্ধ্যা ০৬:০০ টা। [800, 317, 1139, 329]
column-header: ক্র.নং [9, 298, 45, 327]
post-pay-scale: ৯৩০০-২২৪৯০/- [949, 1, 1042, 30]
post-remarks [701, 1106, 749, 1135]
post-pay-scale: ৯৩০০-২২৪৯০/- [949, 59, 1042, 123]
sms-second-example: Example: BIRTAN YES 12345678 [807, 1254, 993, 1269]
condition-item [767, 717, 1510, 731]
condition-number: ৬. [771, 534, 781, 546]
post-qualification: a) Master's Degree in any subject or B.Sc. in Engineering or Computer Science; b) Must pass standard test for programming. [332, 942, 701, 983]
signatory-title: নির্বাহী পরিচালক [1400, 2353, 1468, 2365]
condition-text: শুধু টেলিটক প্রি-পেইড মোবাইল ফোন থেকে প্রার্থী নিম্নবর্ণিত SMS পদ্ধতি অনুসরণ করে নিজ নিজ User ID, Serial এবং PIN পুনরুদ্ধার করতে পারবেন। [800, 1386, 1396, 1398]
post-name: ভান্ডার রক্ষক [798, 30, 916, 59]
condition-number [767, 316, 800, 330]
post-count: ১ [916, 30, 949, 59]
condition-number: ৮. [771, 600, 781, 612]
post-remarks [701, 1210, 749, 1228]
post-remarks [701, 866, 749, 942]
post-pay-scale: ১৬০০০-৩৮৬৪০/- [195, 1106, 288, 1135]
post-pay-scale: ১৬০০০-৩৮৬৪০/- [195, 1164, 288, 1193]
condition-item [767, 296, 1510, 310]
condition-text: নিয়োগের ক্ষেত্রে সরকারের প্রচলিত বিধি বিধান প্রতিপালিত হবে। [800, 238, 1051, 250]
condition-item [767, 1386, 1510, 1399]
post-age-limit: ৪৫ বছর [288, 566, 332, 666]
condition-text: ক্রমিক নম্বর ১-৩ নং পদের ক্ষেত্রে শর্ত ৩ প্রযোজ্য হবে না। [800, 495, 1021, 506]
sms-first-reply: Reply: Applicant's Name, Tk-.......... will be charged as application fee. Your PIN is 12345678. To pay fee Type BIRTAN<space>Yes<space>PIN and send to 16222. [846, 1210, 1382, 1235]
condition-item [767, 967, 1510, 994]
post-remarks [701, 1088, 749, 1106]
condition-number: ৩. [771, 383, 781, 395]
post-serial: ১৪. [9, 1193, 45, 1210]
post-serial: ১৩. [9, 1164, 45, 1193]
post-qualification: a) Master's degree in any subject or B.Sc. in Enineering or Computer Science. b) Associate Membership of a recognized Professional Computer Society. c) At least 4 (four) year's experience as Assistant Programmer in any organization. 2 (two) years in case of a person having Master Degree in Computer Science or Engineering. [332, 790, 701, 866]
post-count: ১ [162, 1164, 195, 1193]
post-count: ৯ [162, 1106, 195, 1135]
condition-text: ক. পরীক্ষায় অংশগ্রহণে ইচ্ছুক http://birtan.teletalk.com.bd এই ওয়েবসাইটে আবেদনপত্র পূরণ করতে পারবেন। আবেদনের সময়সীমা নিম্নরূপ: [800, 929, 1372, 941]
post-count: ১ [162, 566, 195, 666]
conditions-list [767, 237, 1510, 1476]
condition-number: ১৩. [771, 698, 787, 710]
table-row [762, 1, 1512, 30]
post-age-limit: ৩০ বছর [288, 983, 332, 1048]
